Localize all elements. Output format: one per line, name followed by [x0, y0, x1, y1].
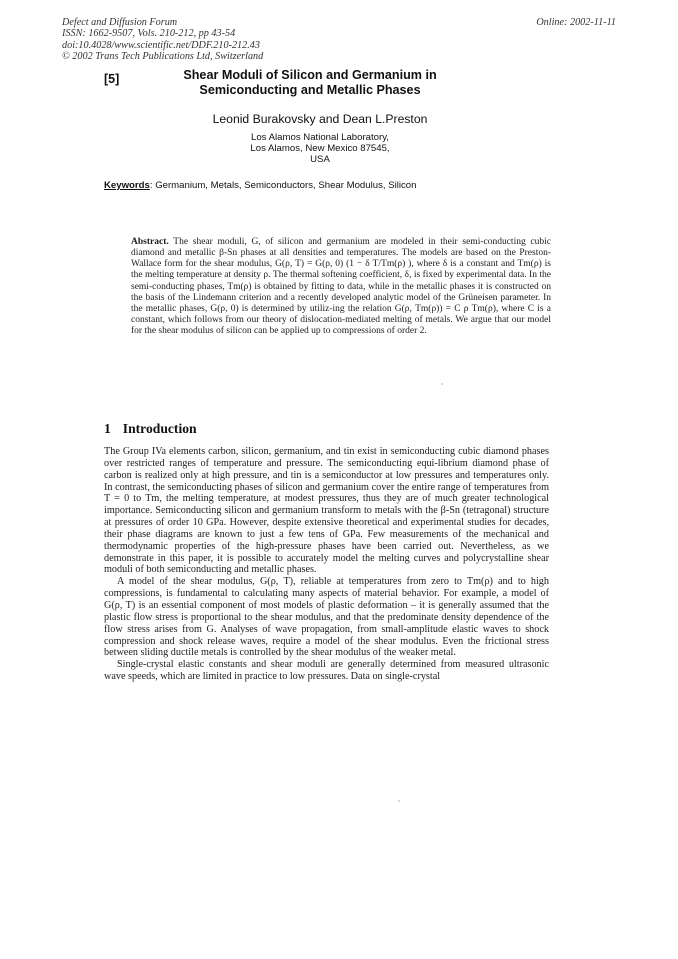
- affiliation-line-2: Los Alamos, New Mexico 87545,: [250, 143, 390, 155]
- authors: Leonid Burakovsky and Dean L.Preston: [212, 112, 428, 126]
- title-line-1: Shear Moduli of Silicon and Germanium in: [183, 68, 437, 82]
- issn: ISSN: 1662-9507, Vols. 210-212, pp 43-54: [62, 28, 236, 40]
- paper-title: [160, 68, 460, 98]
- abstract: [131, 237, 551, 337]
- journal-name: Defect and Diffusion Forum: [62, 17, 178, 28]
- body-text: [104, 446, 549, 683]
- abstract-text: The shear moduli, G, of silicon and germanium are modeled in their semi-conducting cubic diamond and metallic β-Sn phases at all densities and temperatures. The models are based on the Preston-Wallace form for the shear modulus, G(ρ, T) = G(ρ, 0) (1 − δ T/Tm(ρ) ), where δ is a constant and Tm(ρ) is the melting temperature at density ρ. The thermal softening coefficient, δ, is fixed by experimental data. In the semi-conducting phases, Tm(ρ) is obtained by fitting to data, while in the metallic phases it is constructed on the basis of the Lindemann criterion and a recently developed analytic model of the Grüneisen parameter. In the metallic phases, G(ρ, 0) is determined by utiliz-ing the relation G(ρ, Tm(ρ)) = C ρ Tm(ρ), where C is a constant, which follows from our theory of dislocation-mediated melting of metals. We argue that our model for the shear modulus of silicon can be applied up to compressions of order 2.: [131, 237, 551, 337]
- paragraph-1: The Group IVa elements carbon, silicon, germanium, and tin exist in semiconducting cubic diamond phases over restricted ranges of temperature and pressure. The semiconducting equi-librium diamond phase of carbon is realized only at high pressure, and tin is a semiconductor at low pressures and temperatures only. In contrast, the semiconducting phases of silicon and germanium cover the entire range of temperatures from T = 0 to Tm, the melting temperature, at modest pressures, thus they are of much greater technological importance. Semiconducting silicon and germanium transform to metals with the β-Sn (tetragonal) structure at pressures of order 10 GPa. However, despite extensive theoretical and experimental studies for decades, their phase diagrams are known to just a few tens of GPa. Few measurements of the mechanical and thermodynamic properties of the high-pressure phases have been carried out. Nevertheless, as we demonstrate in this paper, it is possible to accurately model the melting curves and polycrystalline shear moduli of both semiconducting and metallic phases.: [104, 446, 549, 576]
- copyright: © 2002 Trans Tech Publications Ltd, Switzerland: [62, 51, 264, 63]
- reference-number: [5]: [104, 72, 120, 86]
- keywords-label: Keywords: [104, 180, 150, 191]
- online-date: Online: 2002-11-11: [536, 17, 616, 28]
- abstract-label: Abstract.: [131, 237, 169, 247]
- keywords-list: : Germanium, Metals, Semiconductors, Shear Modulus, Silicon: [149, 180, 417, 191]
- journal-header: [62, 17, 263, 63]
- doi: doi:10.4028/www.scientific.net/DDF.210-212.43: [62, 39, 260, 51]
- section-number: 1: [104, 421, 111, 436]
- affiliation-line-3: USA: [310, 154, 330, 166]
- scan-speck: [398, 800, 400, 802]
- paragraph-2: A model of the shear modulus, G(ρ, T), reliable at temperatures from zero to Tm(ρ) and to high compressions, is fundamental to calculating many aspects of material behavior. For example, a model of G(ρ, T) is an essential component of most models of plastic deformation – it is generally assumed that the plastic flow stress is proportional to the shear modulus, and that the predominate density dependence of the flow stress arises from G. Analyses of wave propagation, from small-amplitude elastic waves to shock compression and shock release waves, require a model of the shear modulus. Even the frictional stress between sliding ductile metals is controlled by the shear modulus of the weaker metal.: [104, 576, 549, 659]
- affiliation-line-1: Los Alamos National Laboratory,: [251, 132, 389, 143]
- paragraph-3: Single-crystal elastic constants and shear moduli are generally determined from measured ultrasonic wave speeds, which are limited in practice to low pressures. Data on single-crystal: [104, 659, 549, 683]
- affiliation: [200, 132, 440, 166]
- title-line-2: Semiconducting and Metallic Phases: [199, 83, 421, 97]
- keywords: [104, 180, 416, 191]
- section-heading: [104, 421, 197, 437]
- scan-speck: [441, 383, 443, 385]
- section-title: Introduction: [122, 421, 197, 436]
